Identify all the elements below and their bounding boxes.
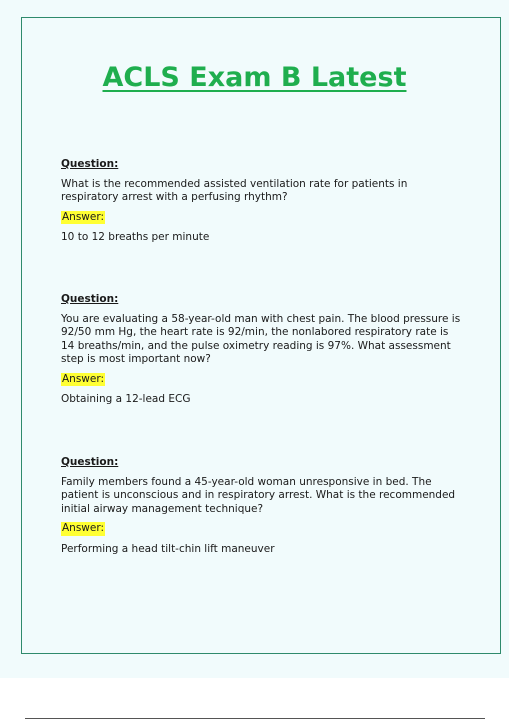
answer-text: 10 to 12 breaths per minute (61, 231, 210, 243)
answer-text: Obtaining a 12-lead ECG (61, 393, 191, 405)
answer-label: Answer: (62, 372, 105, 385)
answer-label: Answer: (62, 522, 105, 534)
qa-item-2 (61, 293, 461, 407)
question-text: Family members found a 45-year-old woman unresponsive in bed. The patient is unconscious and in respiratory arrest. What is the recommended initial airway management technique? (61, 475, 456, 515)
qa-item-3 (61, 456, 461, 556)
question-label: Question: (61, 293, 119, 305)
question-label: Question: (61, 158, 119, 170)
question-label: Question: (61, 456, 119, 468)
document-title: ACLS Exam B Latest (102, 62, 407, 93)
question-text: What is the recommended assisted ventilation rate for patients in respiratory arrest with a perfusing rhythm? (61, 177, 408, 203)
question-text: You are evaluating a 58-year-old man with chest pain. The blood pressure is 92/50 mm Hg, the heart rate is 92/min, the nonlabored respiratory rate is 14 breaths/min, and the pulse oximetry reading is 97%. What assessment step is most important now? (61, 312, 461, 365)
answer-text: Performing a head tilt-chin lift maneuver (61, 542, 275, 555)
answer-label: Answer: (62, 210, 105, 223)
qa-item-1 (61, 158, 461, 245)
bottom-divider (25, 718, 485, 719)
